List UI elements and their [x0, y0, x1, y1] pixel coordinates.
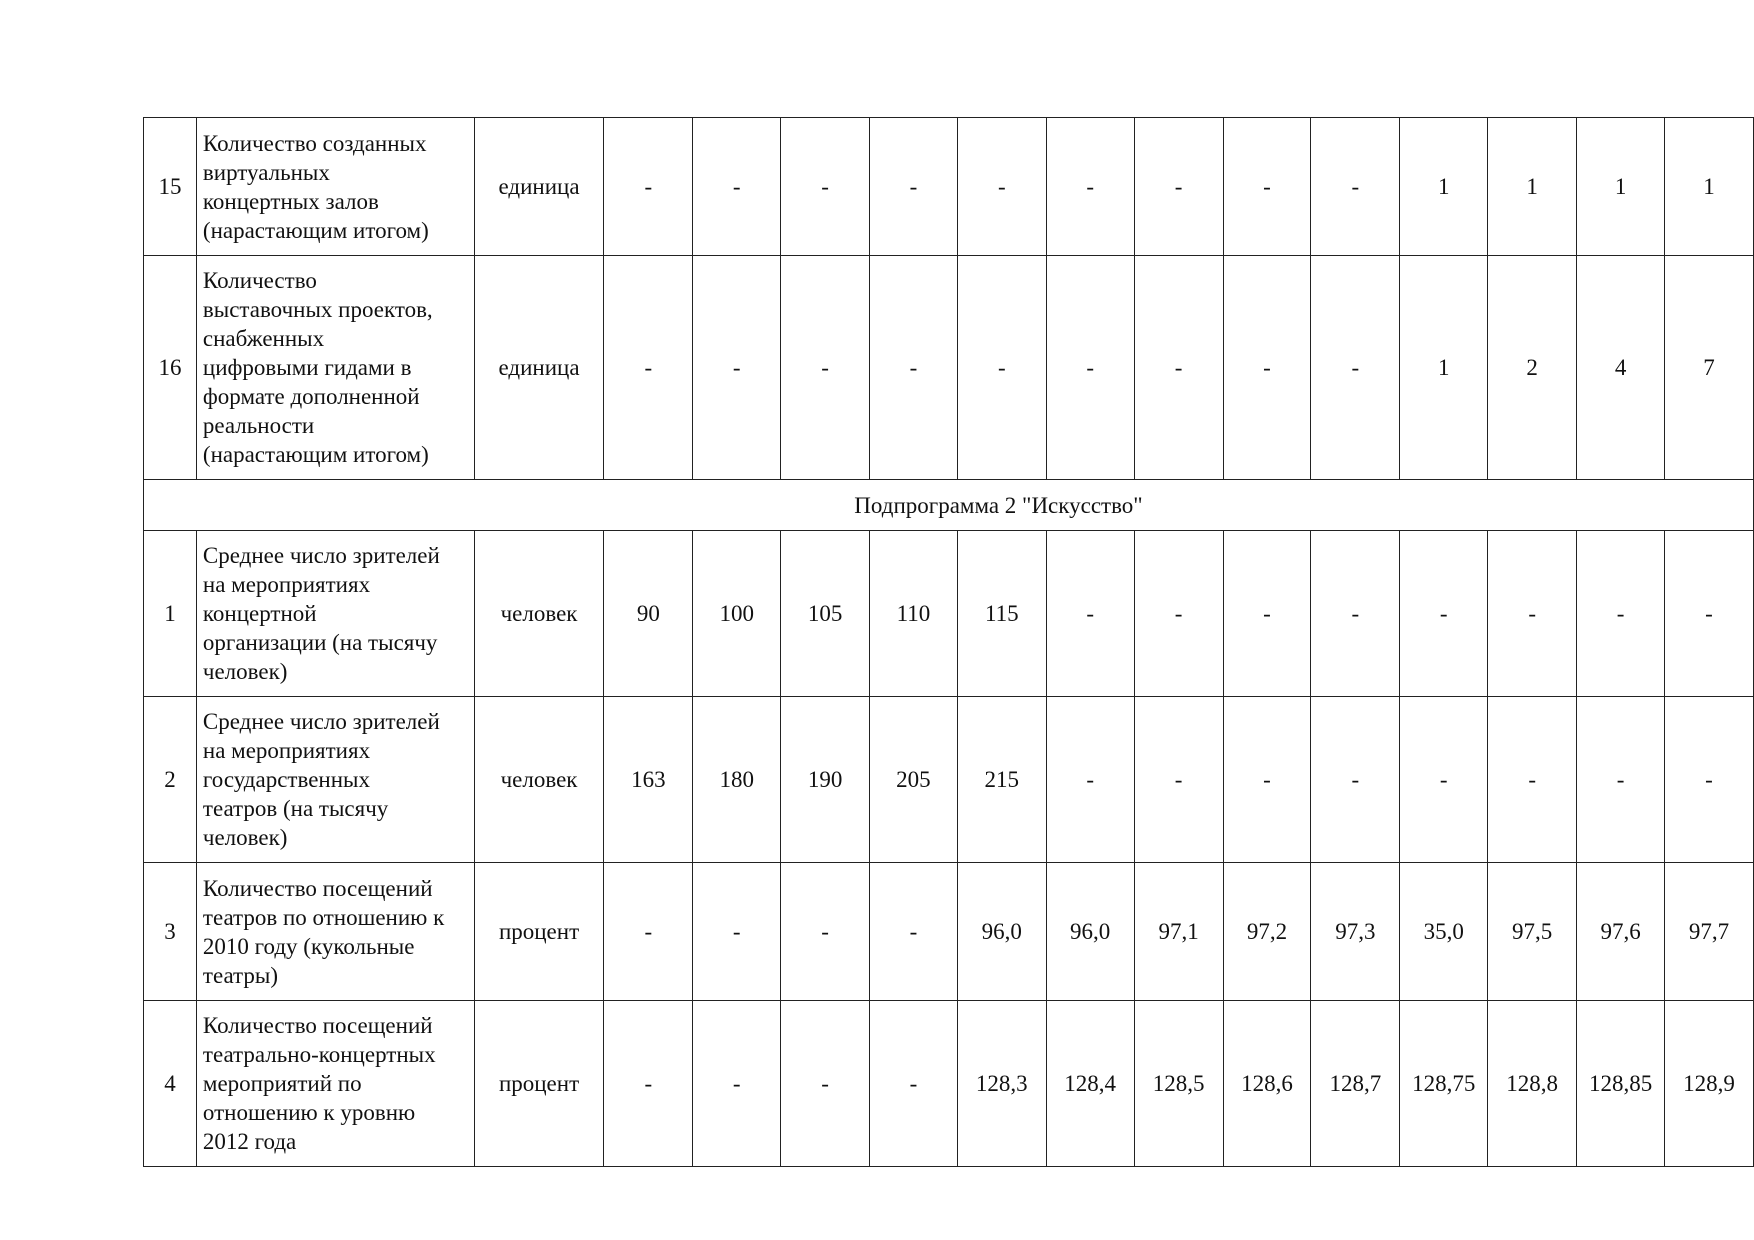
section-header-row — [144, 480, 1754, 531]
unit-cell: человек — [474, 531, 604, 697]
value-cell: 180 — [693, 697, 781, 863]
value-cell: - — [870, 1001, 958, 1167]
value-cell: 128,4 — [1046, 1001, 1134, 1167]
value-cell: 96,0 — [1046, 863, 1134, 1001]
value-cell: 1 — [1400, 118, 1488, 256]
row-number: 1 — [144, 531, 197, 697]
table-row — [144, 256, 1754, 480]
value-cell: 2 — [1488, 256, 1577, 480]
indicator-name: Среднее число зрителей на мероприятиях государственных театров (на тысячу человек) — [196, 697, 474, 863]
indicator-name: Количество посещений театрально-концертных мероприятий по отношению к уровню 2012 года — [196, 1001, 474, 1167]
value-cell: 115 — [957, 531, 1046, 697]
value-cell: 128,9 — [1665, 1001, 1754, 1167]
unit-cell: человек — [474, 697, 604, 863]
section-title: Подпрограмма 2 "Искусство" — [854, 492, 1143, 518]
value-cell: 128,6 — [1223, 1001, 1311, 1167]
value-cell: - — [1400, 531, 1488, 697]
value-cell: 128,75 — [1400, 1001, 1488, 1167]
value-cell: 110 — [870, 531, 958, 697]
value-cell: - — [1577, 697, 1665, 863]
value-cell: 7 — [1665, 256, 1754, 480]
value-cell: - — [693, 118, 781, 256]
value-cell: - — [957, 256, 1046, 480]
value-cell: 96,0 — [957, 863, 1046, 1001]
indicator-name: Среднее число зрителей на мероприятиях концертной организации (на тысячу человек) — [196, 531, 474, 697]
value-cell: - — [1488, 697, 1577, 863]
value-cell: - — [1134, 118, 1223, 256]
value-cell: - — [1046, 531, 1134, 697]
value-cell: - — [781, 863, 870, 1001]
value-cell: 163 — [604, 697, 693, 863]
value-cell: 4 — [1577, 256, 1665, 480]
value-cell: - — [693, 1001, 781, 1167]
indicator-name: Количество посещений театров по отношению к 2010 году (кукольные театры) — [196, 863, 474, 1001]
table-row — [144, 1001, 1754, 1167]
value-cell: 205 — [870, 697, 958, 863]
section-header-cell — [144, 480, 1754, 531]
row-number: 15 — [144, 118, 197, 256]
indicators-table — [143, 117, 1754, 1167]
value-cell: 1 — [1400, 256, 1488, 480]
value-cell: - — [1046, 118, 1134, 256]
value-cell: 97,2 — [1223, 863, 1311, 1001]
indicator-name: Количество созданных виртуальных концертных залов (нарастающим итогом) — [196, 118, 474, 256]
value-cell: 1 — [1665, 118, 1754, 256]
value-cell: - — [1134, 697, 1223, 863]
value-cell: 97,6 — [1577, 863, 1665, 1001]
indicator-name: Количество выставочных проектов, снабженных цифровыми гидами в формате дополненной реальности (нарастающим итогом) — [196, 256, 474, 480]
value-cell: - — [870, 118, 958, 256]
value-cell: - — [1134, 256, 1223, 480]
value-cell: 190 — [781, 697, 870, 863]
value-cell: 97,5 — [1488, 863, 1577, 1001]
value-cell: - — [604, 256, 693, 480]
value-cell: 97,1 — [1134, 863, 1223, 1001]
value-cell: - — [870, 256, 958, 480]
value-cell: 97,7 — [1665, 863, 1754, 1001]
row-number: 3 — [144, 863, 197, 1001]
value-cell: 128,5 — [1134, 1001, 1223, 1167]
value-cell: - — [1488, 531, 1577, 697]
value-cell: - — [1046, 697, 1134, 863]
row-number: 16 — [144, 256, 197, 480]
value-cell: - — [957, 118, 1046, 256]
value-cell: - — [693, 863, 781, 1001]
value-cell: 215 — [957, 697, 1046, 863]
table-row — [144, 697, 1754, 863]
value-cell: - — [1223, 256, 1311, 480]
value-cell: 128,7 — [1311, 1001, 1400, 1167]
value-cell: - — [1311, 697, 1400, 863]
value-cell: - — [1665, 531, 1754, 697]
value-cell: - — [1223, 697, 1311, 863]
value-cell: 1 — [1488, 118, 1577, 256]
value-cell: 90 — [604, 531, 693, 697]
unit-cell: процент — [474, 863, 604, 1001]
value-cell: - — [1311, 256, 1400, 480]
value-cell: - — [1046, 256, 1134, 480]
unit-cell: процент — [474, 1001, 604, 1167]
row-number: 2 — [144, 697, 197, 863]
value-cell: - — [781, 1001, 870, 1167]
value-cell: - — [1400, 697, 1488, 863]
value-cell: - — [1577, 531, 1665, 697]
value-cell: - — [604, 1001, 693, 1167]
value-cell: - — [781, 256, 870, 480]
value-cell: 35,0 — [1400, 863, 1488, 1001]
value-cell: - — [693, 256, 781, 480]
value-cell: 1 — [1577, 118, 1665, 256]
value-cell: - — [870, 863, 958, 1001]
table-row — [144, 531, 1754, 697]
value-cell: - — [1311, 531, 1400, 697]
value-cell: - — [604, 863, 693, 1001]
value-cell: - — [1134, 531, 1223, 697]
row-number: 4 — [144, 1001, 197, 1167]
value-cell: - — [1311, 118, 1400, 256]
value-cell: 100 — [693, 531, 781, 697]
table-body — [144, 118, 1754, 1167]
unit-cell: единица — [474, 118, 604, 256]
value-cell: - — [1665, 697, 1754, 863]
value-cell: - — [604, 118, 693, 256]
value-cell: 128,85 — [1577, 1001, 1665, 1167]
value-cell: 97,3 — [1311, 863, 1400, 1001]
unit-cell: единица — [474, 256, 604, 480]
value-cell: 128,3 — [957, 1001, 1046, 1167]
value-cell: 105 — [781, 531, 870, 697]
value-cell: - — [781, 118, 870, 256]
value-cell: - — [1223, 531, 1311, 697]
table-row — [144, 863, 1754, 1001]
value-cell: 128,8 — [1488, 1001, 1577, 1167]
table-row — [144, 118, 1754, 256]
value-cell: - — [1223, 118, 1311, 256]
